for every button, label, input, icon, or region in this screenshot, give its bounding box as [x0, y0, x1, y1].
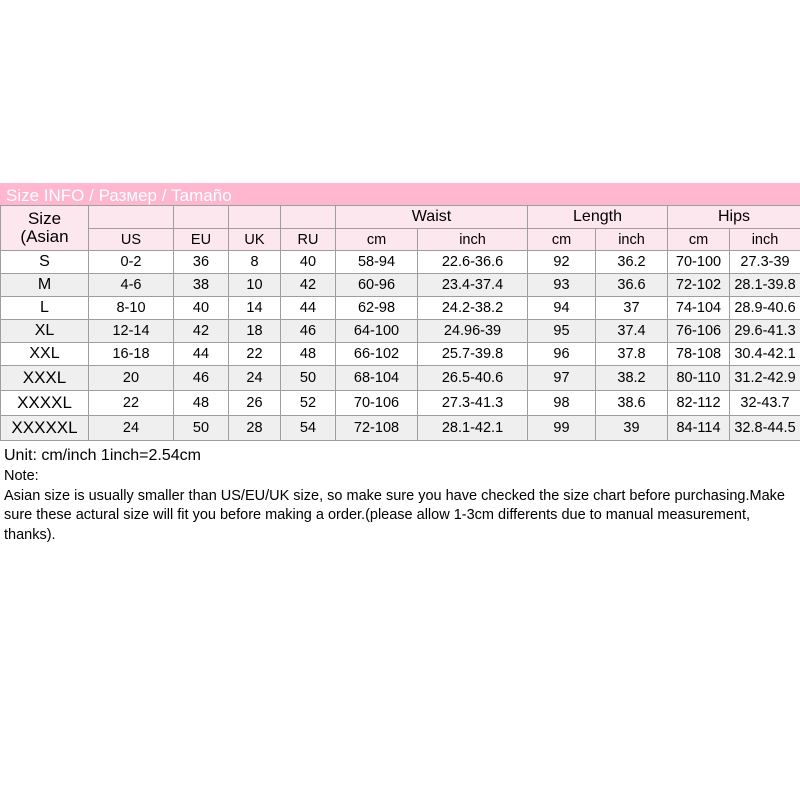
cell-uk: 28: [229, 416, 281, 441]
group-header-length: Length: [528, 206, 668, 229]
column-header-waist-inch: inch: [418, 229, 528, 251]
cell-waist-inch: 23.4-37.4: [418, 274, 528, 297]
table-row: [1, 320, 800, 343]
cell-ru: 52: [281, 391, 336, 416]
size-info-banner: Size INFO / Размер / Tamaño: [0, 183, 800, 205]
table-row: [1, 274, 800, 297]
cell-size: M: [1, 274, 89, 297]
cell-ru: 54: [281, 416, 336, 441]
cell-length-inch: 36.2: [596, 251, 668, 274]
size-column-header: [1, 206, 89, 251]
cell-hips-cm: 78-108: [668, 343, 730, 366]
unit-line: Unit: cm/inch 1inch=2.54cm: [4, 447, 201, 464]
cell-ru: 44: [281, 297, 336, 320]
cell-waist-cm: 58-94: [336, 251, 418, 274]
cell-waist-cm: 60-96: [336, 274, 418, 297]
cell-waist-inch: 28.1-42.1: [418, 416, 528, 441]
cell-hips-cm: 70-100: [668, 251, 730, 274]
cell-waist-inch: 24.2-38.2: [418, 297, 528, 320]
cell-eu: 50: [174, 416, 229, 441]
cell-length-inch: 37.4: [596, 320, 668, 343]
cell-length-cm: 97: [528, 366, 596, 391]
size-column-header-line2: (Asian: [20, 227, 69, 246]
column-header-length-inch: inch: [596, 229, 668, 251]
cell-eu: 48: [174, 391, 229, 416]
table-header-row-subs: [1, 229, 800, 251]
size-chart-sheet: [0, 183, 800, 545]
note-block: [0, 467, 800, 545]
cell-length-inch: 37: [596, 297, 668, 320]
cell-uk: 22: [229, 343, 281, 366]
cell-hips-cm: 76-106: [668, 320, 730, 343]
cell-waist-inch: 26.5-40.6: [418, 366, 528, 391]
cell-us: 4-6: [89, 274, 174, 297]
cell-waist-inch: 25.7-39.8: [418, 343, 528, 366]
cell-waist-inch: 27.3-41.3: [418, 391, 528, 416]
cell-us: 24: [89, 416, 174, 441]
cell-us: 0-2: [89, 251, 174, 274]
cell-eu: 36: [174, 251, 229, 274]
note-title: Note:: [4, 468, 39, 484]
cell-size: XXL: [1, 343, 89, 366]
cell-eu: 46: [174, 366, 229, 391]
cell-us: 8-10: [89, 297, 174, 320]
column-header-hips-cm: cm: [668, 229, 730, 251]
cell-hips-inch: 31.2-42.9: [730, 366, 800, 391]
table-row: [1, 366, 800, 391]
cell-eu: 40: [174, 297, 229, 320]
cell-ru: 40: [281, 251, 336, 274]
cell-hips-cm: 82-112: [668, 391, 730, 416]
cell-uk: 18: [229, 320, 281, 343]
cell-waist-cm: 70-106: [336, 391, 418, 416]
group-header-blank-eu: [174, 206, 229, 229]
table-row: [1, 416, 800, 441]
cell-eu: 42: [174, 320, 229, 343]
cell-us: 16-18: [89, 343, 174, 366]
cell-waist-cm: 68-104: [336, 366, 418, 391]
table-row: [1, 391, 800, 416]
size-chart-table: [0, 205, 800, 441]
cell-length-inch: 38.2: [596, 366, 668, 391]
cell-waist-cm: 66-102: [336, 343, 418, 366]
cell-uk: 14: [229, 297, 281, 320]
cell-uk: 8: [229, 251, 281, 274]
table-row: [1, 297, 800, 320]
cell-size: S: [1, 251, 89, 274]
cell-uk: 26: [229, 391, 281, 416]
table-header-row-groups: [1, 206, 800, 229]
table-row: [1, 343, 800, 366]
cell-size: XXXXL: [1, 391, 89, 416]
cell-hips-inch: 32.8-44.5: [730, 416, 800, 441]
cell-size: XXXL: [1, 366, 89, 391]
cell-eu: 38: [174, 274, 229, 297]
cell-uk: 24: [229, 366, 281, 391]
cell-hips-inch: 29.6-41.3: [730, 320, 800, 343]
column-header-length-cm: cm: [528, 229, 596, 251]
cell-waist-inch: 22.6-36.6: [418, 251, 528, 274]
cell-length-inch: 39: [596, 416, 668, 441]
cell-waist-inch: 24.96-39: [418, 320, 528, 343]
cell-length-cm: 93: [528, 274, 596, 297]
cell-us: 12-14: [89, 320, 174, 343]
cell-length-cm: 96: [528, 343, 596, 366]
cell-hips-inch: 28.9-40.6: [730, 297, 800, 320]
cell-ru: 42: [281, 274, 336, 297]
cell-hips-cm: 80-110: [668, 366, 730, 391]
column-header-ru: RU: [281, 229, 336, 251]
cell-waist-cm: 64-100: [336, 320, 418, 343]
cell-hips-cm: 74-104: [668, 297, 730, 320]
group-header-blank-ru: [281, 206, 336, 229]
cell-eu: 44: [174, 343, 229, 366]
cell-us: 22: [89, 391, 174, 416]
column-header-hips-inch: inch: [730, 229, 800, 251]
cell-hips-inch: 28.1-39.8: [730, 274, 800, 297]
column-header-us: US: [89, 229, 174, 251]
table-row: [1, 251, 800, 274]
cell-length-inch: 36.6: [596, 274, 668, 297]
cell-size: XXXXXL: [1, 416, 89, 441]
cell-waist-cm: 62-98: [336, 297, 418, 320]
cell-size: L: [1, 297, 89, 320]
cell-length-inch: 38.6: [596, 391, 668, 416]
cell-ru: 48: [281, 343, 336, 366]
cell-length-cm: 94: [528, 297, 596, 320]
cell-hips-inch: 30.4-42.1: [730, 343, 800, 366]
group-header-waist: Waist: [336, 206, 528, 229]
note-body: Asian size is usually smaller than US/EU/UK size, so make sure you have checked the size chart before purchasing.Make sure these actural size will fit you before making a order.(please allow 1-3cm differents due to manual measurement, thanks).: [4, 487, 785, 543]
cell-hips-inch: 32-43.7: [730, 391, 800, 416]
group-header-blank-us: [89, 206, 174, 229]
cell-ru: 46: [281, 320, 336, 343]
group-header-blank-uk: [229, 206, 281, 229]
cell-hips-cm: 84-114: [668, 416, 730, 441]
column-header-eu: EU: [174, 229, 229, 251]
group-header-hips: Hips: [668, 206, 800, 229]
cell-length-cm: 95: [528, 320, 596, 343]
cell-us: 20: [89, 366, 174, 391]
cell-waist-cm: 72-108: [336, 416, 418, 441]
cell-hips-cm: 72-102: [668, 274, 730, 297]
cell-length-inch: 37.8: [596, 343, 668, 366]
cell-hips-inch: 27.3-39: [730, 251, 800, 274]
cell-ru: 50: [281, 366, 336, 391]
size-column-header-line1: Size: [27, 209, 62, 229]
cell-length-cm: 92: [528, 251, 596, 274]
cell-length-cm: 99: [528, 416, 596, 441]
column-header-uk: UK: [229, 229, 281, 251]
column-header-waist-cm: cm: [336, 229, 418, 251]
cell-size: XL: [1, 320, 89, 343]
cell-uk: 10: [229, 274, 281, 297]
cell-length-cm: 98: [528, 391, 596, 416]
